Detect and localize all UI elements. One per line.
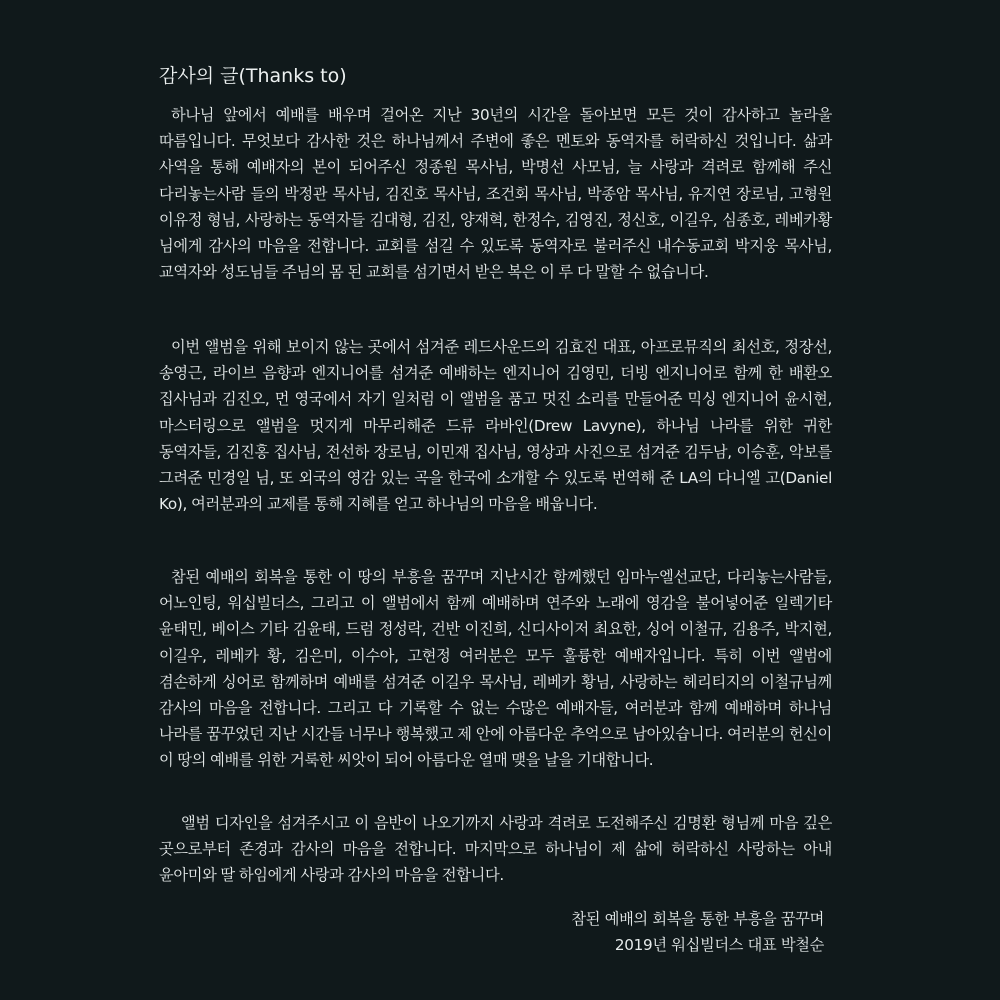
signature <box>571 906 824 958</box>
signature-line-2: 2019년 워십빌더스 대표 박철순 <box>614 936 824 954</box>
signature-line-1: 참된 예배의 회복을 통한 부흥을 꿈꾸며 <box>571 910 824 928</box>
paragraph-family: 앨범 디자인을 섬겨주시고 이 음반이 나오기까지 사랑과 격려로 도전해주신 김명환 형님께 마음 깊은 곳으로부터 존경과 감사의 마음을 전합니다. 마지막으로 하나님이 제 삶에 허락하신 사랑하는 아내 윤아미와 딸 하임에게 사랑과 감사의 마음을 전합니다. <box>159 814 832 885</box>
page-title: 감사의 글(Thanks to) <box>159 65 347 87</box>
paragraph-mentors: 하나님 앞에서 예배를 배우며 걸어온 지난 30년의 시간을 돌아보면 모든 것이 감사하고 놀라울 따름입니다. 무엇보다 감사한 것은 하나님께서 주변에 좋은 멘토와 동역자를 허락하신 것입니다. 삶과 사역을 통해 예배자의 본이 되어주신 정종원 목사님, 박명선 사모님, 늘 사랑과 격려로 함께해 주신 다리놓는사람 들의 박정관 목사님, 김진호 목사님, 조건회 목사님, 박종암 목사님, 유지연 장로님, 고형원 이유정 형님, 사랑하는 동역자들 김대형, 김진, 양재혁, 한정수, 김영진, 정신호, 이길우, 심종호, 레베카황 님에게 감사의 마음을 전합니다. 교회를 섬길 수 있도록 동역자로 불러주신 내수동교회 박지웅 목사님, 교역자와 성도님들 주님의 몸 된 교회를 섬기면서 받은 복은 이 루 다 말할 수 없습니다. <box>159 106 832 282</box>
paragraph-musicians: 참된 예배의 회복을 통한 이 땅의 부흥을 꿈꾸며 지난시간 함께했던 임마누엘선교단, 다리놓는사람들, 어노인팅, 워십빌더스, 그리고 이 앨범에서 함께 예배하며 연주와 노래에 영감을 불어넣어준 일렉기타 윤태민, 베이스 기타 김윤태, 드럼 정성락, 건반 이진희, 신디사이저 최요한, 싱어 이철규, 김용주, 박지현, 이길우, 레베카 황, 김은미, 이수아, 고현정 여러분은 모두 훌륭한 예배자입니다. 특히 이번 앨범에 겸손하게 싱어로 함께하며 예배를 섬겨준 이길우 목사님, 레베카 황님, 사랑하는 헤리티지의 이철규님께 감사의 마음을 전합니다. 그리고 다 기록할 수 없는 수많은 예배자들, 여러분과 함께 예배하며 하나님 나라를 꿈꾸었던 지난 시간들 너무나 행복했고 제 안에 아름다운 추억으로 남아있습니다. 여러분의 헌신이 이 땅의 예배를 위한 거룩한 씨앗이 되어 아름다운 열매 맺을 날을 기대합니다. <box>159 568 832 770</box>
paragraph-production: 이번 앨범을 위해 보이지 않는 곳에서 섬겨준 레드사운드의 김효진 대표, 아프로뮤직의 최선호, 정장선, 송영근, 라이브 음향과 엔지니어를 섬겨준 예배하는 엔지니어 김영민, 더빙 엔지니어로 함께 한 배환오 집사님과 김진오, 먼 영국에서 자기 일처럼 이 앨범을 품고 멋진 소리를 만들어준 믹싱 엔지니어 윤시현, 마스터링으로 앨범을 멋지게 마무리해준 드류 라바인(Drew Lavyne), 하나님 나라를 위한 귀한 동역자들, 김진홍 집사님, 전선하 장로님, 이민재 집사님, 영상과 사진으로 섬겨준 김두남, 이승훈, 악보를 그려준 민경일 님, 또 외국의 영감 있는 곡을 한국에 소개할 수 있도록 번역해 준 LA의 다니엘 고(Daniel Ko), 여러분과의 교제를 통해 지혜를 얻고 하나님의 마음을 배웁니다. <box>159 338 832 514</box>
